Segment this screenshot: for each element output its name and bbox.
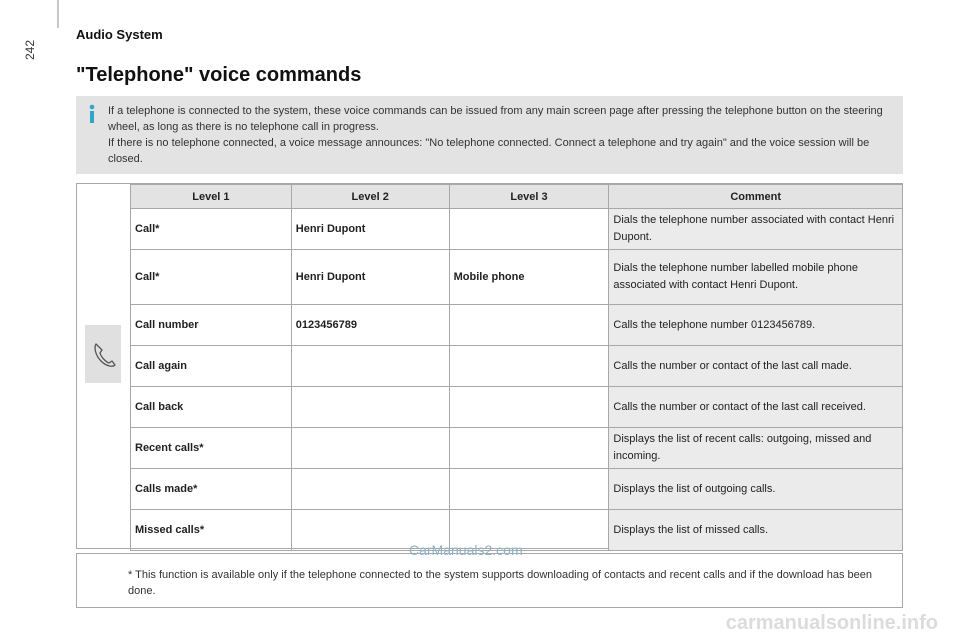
info-box (76, 96, 903, 174)
cell-level-3 (449, 305, 609, 346)
cell-comment: Displays the list of recent calls: outgoing, missed and incoming. (609, 428, 903, 469)
footnote-box (76, 553, 903, 608)
watermark-center: CarManuals2.com (409, 542, 523, 558)
cell-level-2: Henri Dupont (291, 209, 449, 250)
cell-level-3 (449, 387, 609, 428)
table-row (131, 469, 903, 510)
info-icon (86, 104, 98, 124)
cell-comment: Calls the telephone number 0123456789. (609, 305, 903, 346)
cell-comment: Calls the number or contact of the last call made. (609, 346, 903, 387)
watermark-corner: carmanualsonline.info (725, 612, 938, 634)
cell-level-2: 0123456789 (291, 305, 449, 346)
cell-level-2 (291, 469, 449, 510)
table-row (131, 346, 903, 387)
table-row (131, 209, 903, 250)
info-text-line-1: If a telephone is connected to the system, these voice commands can be issued from any main screen page after pressing the telephone button on the steering wheel, as long as there is no telephone call in progress. (108, 105, 883, 133)
cell-level-1: Call again (131, 346, 292, 387)
table-row (131, 250, 903, 305)
footnote-text: * This function is available only if the telephone connected to the system supports downloading of contacts and recent calls and if the download has been done. (128, 569, 872, 597)
cell-level-1: Recent calls* (131, 428, 292, 469)
info-text-line-2: If there is no telephone connected, a voice message announces: "No telephone connected. Connect a telephone and try again" and the voice session will be closed. (108, 137, 870, 165)
cell-level-3 (449, 428, 609, 469)
table-row (131, 387, 903, 428)
cell-level-2 (291, 387, 449, 428)
cell-level-2 (291, 428, 449, 469)
cell-level-1: Call number (131, 305, 292, 346)
voice-commands-table (130, 184, 903, 551)
voice-commands-table-wrapper (76, 183, 903, 549)
header-level-3: Level 3 (449, 185, 609, 209)
cell-level-3 (449, 346, 609, 387)
cell-level-1: Call back (131, 387, 292, 428)
table-row (131, 428, 903, 469)
cell-comment: Dials the telephone number labelled mobile phone associated with contact Henri Dupont. (609, 250, 903, 305)
cell-level-3 (449, 469, 609, 510)
cell-level-2: Henri Dupont (291, 250, 449, 305)
header-comment: Comment (609, 185, 903, 209)
cell-comment: Dials the telephone number associated with contact Henri Dupont. (609, 209, 903, 250)
header-level-2: Level 2 (291, 185, 449, 209)
table-row (131, 305, 903, 346)
phone-icon-cell (85, 325, 121, 383)
page-title: "Telephone" voice commands (76, 64, 362, 86)
cell-level-1: Call* (131, 209, 292, 250)
cell-level-1: Call* (131, 250, 292, 305)
cell-level-3: Mobile phone (449, 250, 609, 305)
cell-comment: Calls the number or contact of the last call received. (609, 387, 903, 428)
phone-icon (85, 325, 121, 383)
cell-comment: Displays the list of outgoing calls. (609, 469, 903, 510)
table-header-row (131, 185, 903, 209)
page-number: 242 (23, 39, 37, 60)
cell-comment: Displays the list of missed calls. (609, 510, 903, 551)
info-text (108, 103, 891, 167)
cell-level-2 (291, 346, 449, 387)
cell-level-3 (449, 209, 609, 250)
margin-rule (57, 0, 59, 28)
cell-level-1: Calls made* (131, 469, 292, 510)
header-level-1: Level 1 (131, 185, 292, 209)
section-heading: Audio System (76, 27, 163, 42)
cell-level-1: Missed calls* (131, 510, 292, 551)
